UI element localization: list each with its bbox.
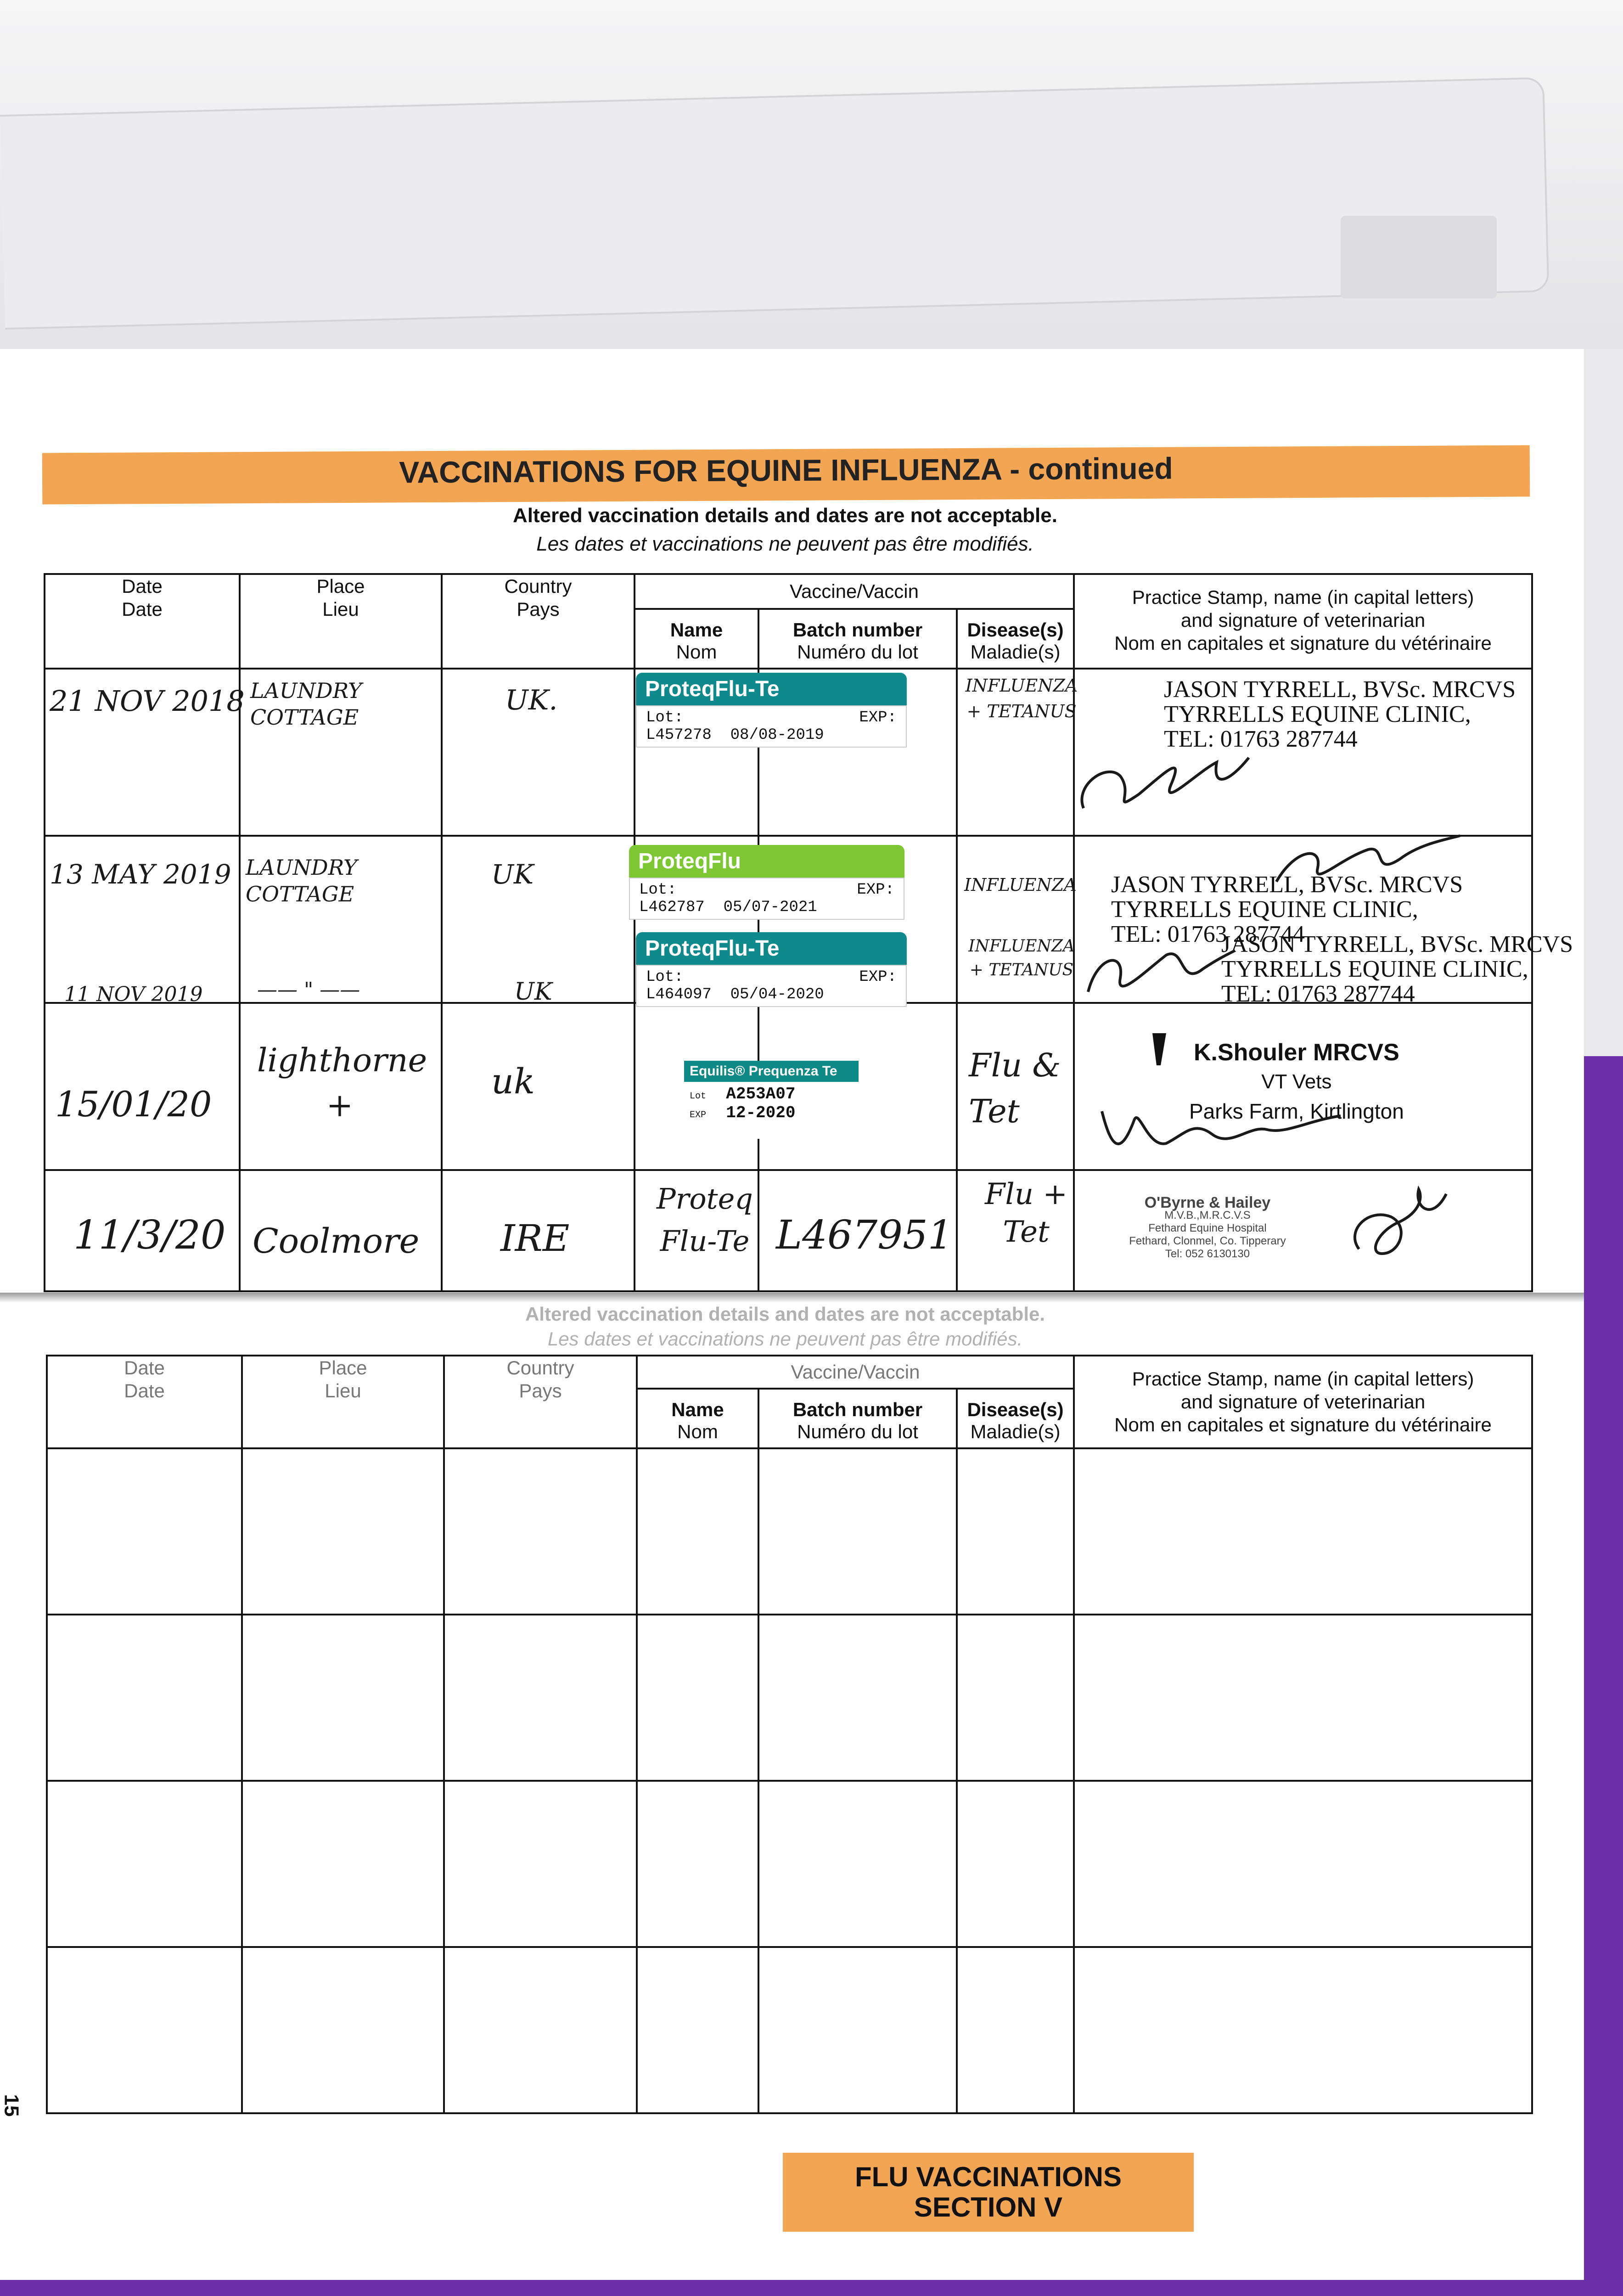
row4-place: Coolmore xyxy=(253,1221,420,1261)
col-batch: Batch number Numéro du lot xyxy=(758,609,957,669)
row2-place: LAUNDRY COTTAGE xyxy=(246,855,358,906)
passport-cover-edge xyxy=(1584,1056,1623,2296)
page-fold xyxy=(0,1293,1584,1303)
title-suffix: - continued xyxy=(1009,451,1173,486)
row2b-place: —— " —— xyxy=(257,978,360,1002)
row2-country: UK xyxy=(491,859,534,890)
plastic-sleeve xyxy=(0,77,1549,330)
row1-stamp: JASON TYRRELL, BVSc. MRCVS TYRRELLS EQUINE CLINIC, TEL: 01763 287744 xyxy=(1164,676,1516,752)
row2-date: 13 MAY 2019 xyxy=(50,859,231,890)
title-text: VACCINATIONS FOR EQUINE INFLUENZA xyxy=(399,452,1001,490)
row3-stamp: K.Shouler MRCVS VT Vets Parks Farm, Kirtlington xyxy=(1189,1039,1404,1123)
row4-signature xyxy=(1341,1180,1460,1272)
col2-stamp: Practice Stamp, name (in capital letters) and signature of veterinarian Nom en capitales et signature du vétérinaire xyxy=(1074,1356,1532,1448)
row3-label-body: Lot A253A07 EXP 12-2020 xyxy=(690,1085,796,1122)
page-number: 15 xyxy=(0,2094,23,2117)
notice-french-ghost: Les dates et vaccinations ne peuvent pas être modifiés. xyxy=(547,1328,1023,1350)
row1-label-body: Lot: EXP: L457278 08/08-2019 xyxy=(636,705,907,748)
row3-vaccine-label xyxy=(684,1061,859,1139)
row2b-vaccine-label xyxy=(636,932,907,1007)
row4-stamp: O'Byrne & Hailey M.V.B.,M.R.C.V.S Fethard Equine Hospital Fethard, Clonmel, Co. Tipperary Tel: 052 6130130 xyxy=(1129,1194,1286,1260)
col2-country: Country Pays xyxy=(444,1356,637,1448)
row1-label-brand: ProteqFlu-Te xyxy=(636,673,907,705)
row4-name: Proteq Flu-Te xyxy=(657,1182,753,1258)
sleeve-tab xyxy=(1341,216,1497,298)
col-disease: Disease(s) Maladie(s) xyxy=(957,609,1074,669)
row1-date: 21 NOV 2018 xyxy=(50,684,245,718)
row3-date: 15/01/20 xyxy=(55,1084,212,1125)
row2b-signature xyxy=(1074,937,1240,1006)
row3-label-brand: Equilis® Prequenza Te xyxy=(684,1061,859,1082)
row4-country: IRE xyxy=(500,1217,570,1260)
col-date: Date Date xyxy=(45,574,240,669)
row3-signature xyxy=(1093,1093,1350,1162)
col-place: Place Lieu xyxy=(240,574,442,669)
row2b-date: 11 NOV 2019 xyxy=(64,983,203,1006)
row2b-stamp: JASON TYRRELL, BVSc. MRCVS TYRRELLS EQUINE CLINIC, TEL: 01763 287744 xyxy=(1221,931,1573,1007)
section-tab xyxy=(783,2153,1194,2232)
col-stamp: Practice Stamp, name (in capital letters) and signature of veterinarian Nom en capitales et signature du vétérinaire xyxy=(1074,574,1532,669)
row1-signature xyxy=(1065,744,1272,822)
row2-label-brand: ProteqFlu xyxy=(629,845,904,878)
col-name: Name Nom xyxy=(635,609,758,669)
row2-label-body: Lot: EXP: L462787 05/07-2021 xyxy=(629,878,904,920)
row1-disease: INFLUENZA + TETANUS xyxy=(965,675,1078,721)
col2-vaccine: Vaccine/Vaccin xyxy=(637,1356,1074,1389)
row2b-label-brand: ProteqFlu-Te xyxy=(636,932,907,965)
row2-stamp: JASON TYRRELL, BVSc. MRCVS TYRRELLS EQUINE CLINIC, TEL: 01763 287744 xyxy=(1111,872,1463,947)
section-line2: SECTION V xyxy=(914,2192,1063,2223)
row3-disease: Flu & Tet xyxy=(969,1047,1061,1130)
col-country: Country Pays xyxy=(442,574,635,669)
col2-batch: Batch number Numéro du lot xyxy=(758,1389,957,1448)
row1-place: LAUNDRY COTTAGE xyxy=(250,678,362,730)
row1-vaccine-label xyxy=(636,673,907,748)
passport-cover-bottom xyxy=(0,2278,1623,2296)
row4-disease: Flu + Tet xyxy=(984,1177,1068,1249)
col-vaccine: Vaccine/Vaccin xyxy=(635,574,1074,609)
row3-country: uk xyxy=(491,1061,535,1102)
row2-vaccine-label xyxy=(629,845,904,920)
col2-date: Date Date xyxy=(47,1356,242,1448)
row2-disease: INFLUENZA xyxy=(964,875,1077,895)
row4-date: 11/3/20 xyxy=(73,1212,226,1258)
notice-english: Altered vaccination details and dates are not acceptable. xyxy=(513,504,1057,527)
col2-name: Name Nom xyxy=(637,1389,758,1448)
row2b-country: UK xyxy=(514,978,552,1006)
col2-place: Place Lieu xyxy=(242,1356,444,1448)
row3-place: lighthorne + xyxy=(257,1041,427,1124)
row1-country: UK. xyxy=(505,684,558,716)
section-line1: FLU VACCINATIONS xyxy=(854,2161,1122,2192)
blank-vaccination-table xyxy=(46,1355,1533,2114)
notice-french: Les dates et vaccinations ne peuvent pas être modifiés. xyxy=(536,533,1034,555)
row4-batch: L467951 xyxy=(776,1212,953,1258)
row2b-disease: INFLUENZA + TETANUS xyxy=(968,937,1075,979)
row2-signature xyxy=(1267,831,1478,895)
col2-disease: Disease(s) Maladie(s) xyxy=(957,1389,1074,1448)
row2b-label-body: Lot: EXP: L464097 05/04-2020 xyxy=(636,965,907,1007)
notice-english-ghost: Altered vaccination details and dates are not acceptable. xyxy=(525,1303,1045,1325)
